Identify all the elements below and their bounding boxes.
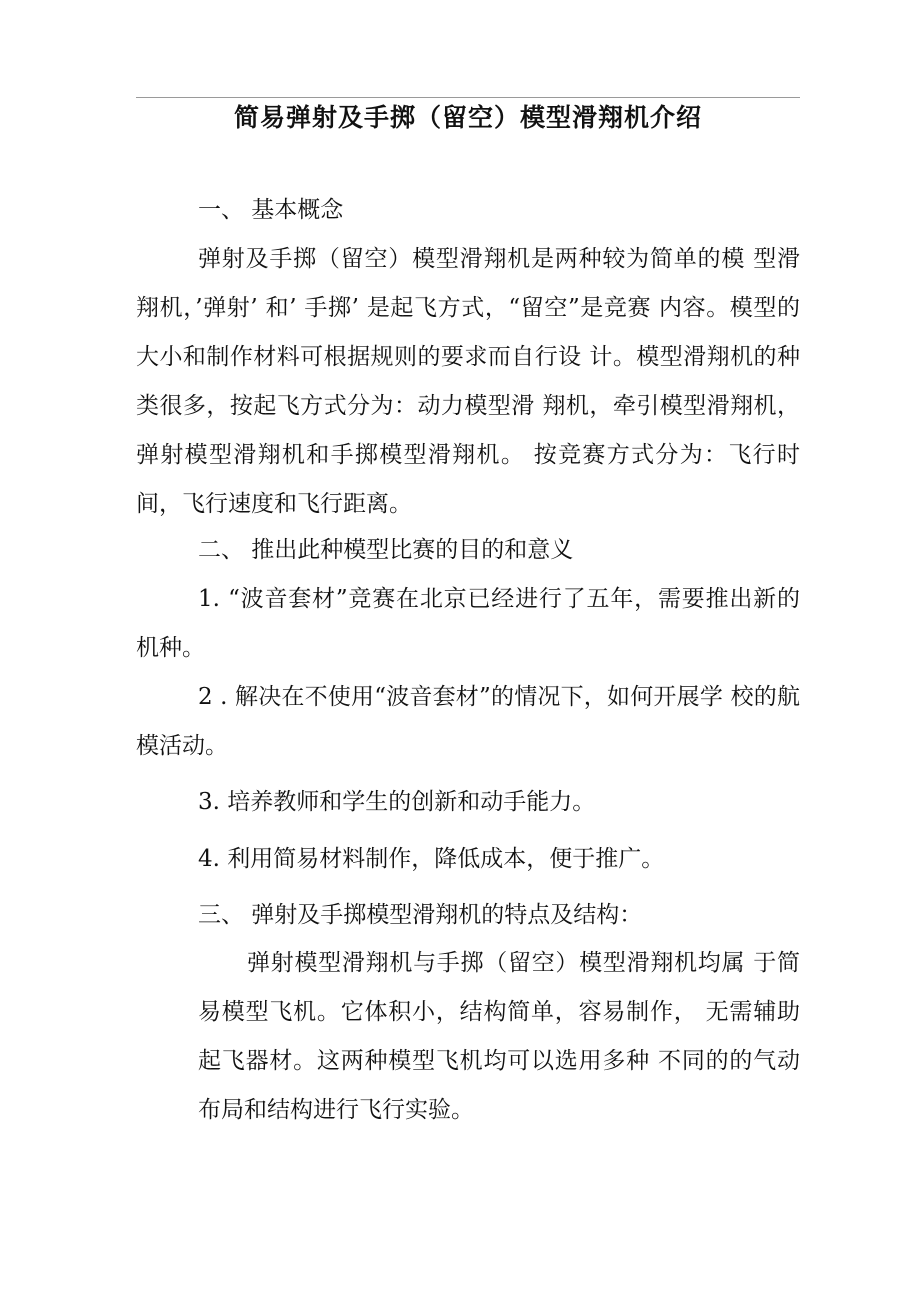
list-item-3: 3. 培养教师和学生的创新和动手能力。 [198, 789, 596, 815]
paragraph-basic-concept: 弹射及手掷（留空）模型滑翔机是两种较为简单的模 型滑翔机，’弹射’ 和’ 手掷’ 是起飞方式，“留空”是竞赛 内容。模型的大小和制作材料可根据规则的要求而自行设 计。模型滑翔机的种类很多，按起飞方式分为：动力模型滑 翔机，牵引模型滑翔机，弹射模型滑翔机和手掷模型滑翔机。 按竞赛方式分为：飞行时间，飞行速度和飞行距离。 [136, 246, 800, 517]
section-heading-3: 三、 弹射及手掷模型滑翔机的特点及结构： [198, 902, 643, 928]
document-title: 简易弹射及手掷（留空）模型滑翔机介绍 [233, 103, 702, 132]
list-item-2: 2 . 解决在不使用“波音套材”的情况下，如何开展学 校的航模活动。 [136, 684, 800, 759]
section-heading-2: 二、 推出此种模型比赛的目的和意义 [198, 537, 574, 563]
list-item-4: 4. 利用简易材料制作，降低成本，便于推广。 [198, 846, 665, 872]
list-item-1: 1. “波音套材”竞赛在北京已经进行了五年，需要推出新的机种。 [136, 586, 800, 661]
paragraph-features: 弹射模型滑翔机与手掷（留空）模型滑翔机均属 于简易模型飞机。它体积小，结构简单，容易制作， 无需辅助起飞器材。这两种模型飞机均可以选用多种 不同的的气动布局和结构进行飞行实验。 [198, 950, 800, 1123]
section-heading-1: 一、 基本概念 [198, 197, 344, 223]
